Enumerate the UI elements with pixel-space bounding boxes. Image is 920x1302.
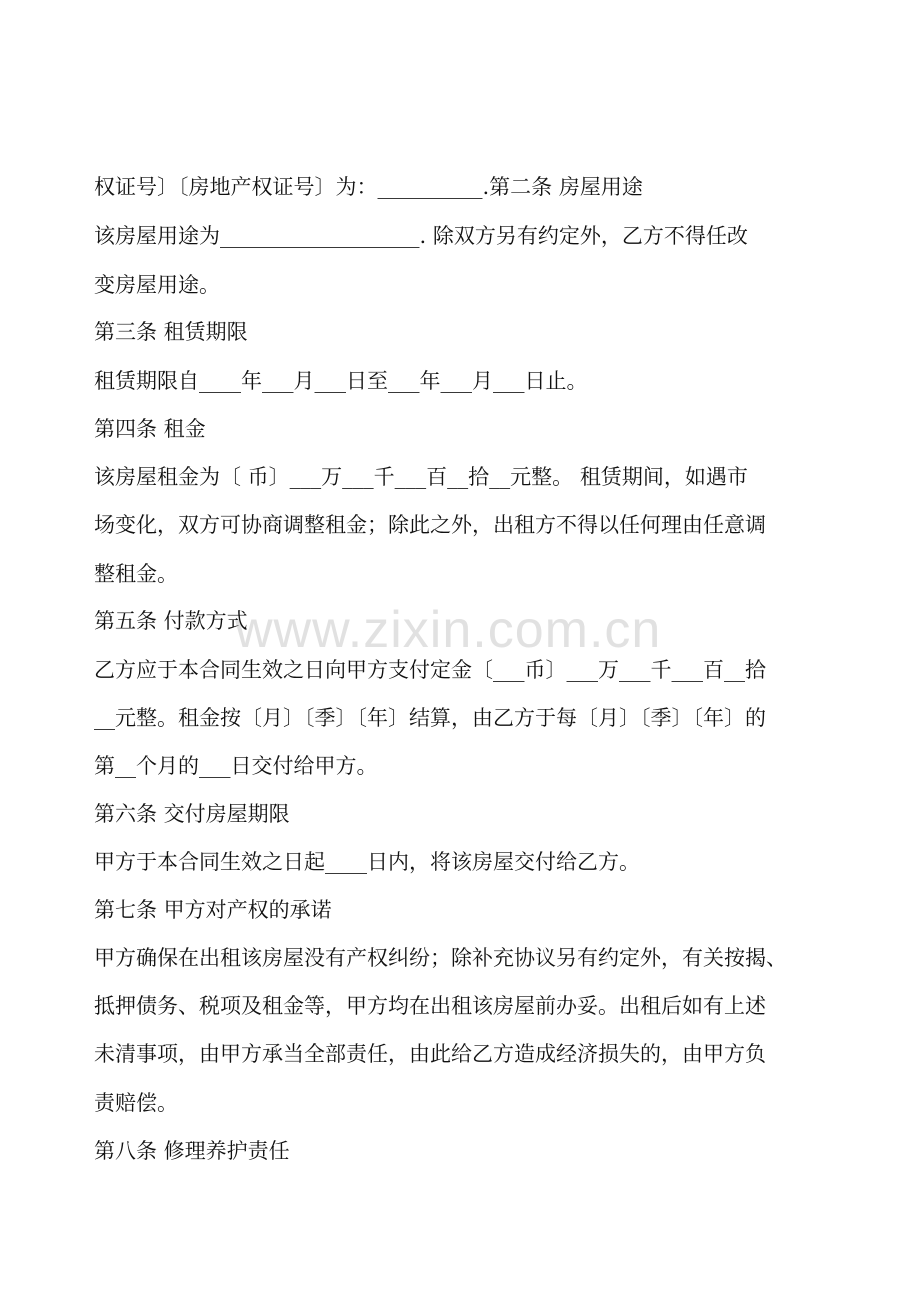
- section-heading: 第四条 租金: [94, 417, 206, 441]
- text-line: 租赁期限自____年___月___日至___年___月___日止。: [94, 369, 588, 393]
- section-heading: 第五条 付款方式: [94, 609, 248, 633]
- section-heading: 第六条 交付房屋期限: [94, 802, 290, 826]
- section-heading: 第三条 租赁期限: [94, 320, 248, 344]
- text-line: 该房屋租金为〔 币〕___万___千___百__拾__元整。 租赁期间，如遇市: [94, 465, 748, 489]
- section-heading: 第七条 甲方对产权的承诺: [94, 898, 332, 922]
- text-line: 未清事项，由甲方承当全部责任，由此给乙方造成经济损失的，由甲方负: [94, 1042, 766, 1066]
- text-line: 责赔偿。: [94, 1091, 178, 1115]
- watermark: www.zixin.com.cn: [235, 601, 662, 659]
- text-line: 抵押债务、税项及租金等，甲方均在出租该房屋前办妥。出租后如有上述: [94, 994, 766, 1018]
- text-line: 甲方确保在出租该房屋没有产权纠纷；除补充协议另有约定外，有关按揭、: [94, 946, 787, 970]
- text-line: 整租金。: [94, 562, 178, 586]
- text-line: 乙方应于本合同生效之日向甲方支付定金〔___币〕___万___千___百__拾: [94, 658, 766, 682]
- section-heading: 第八条 修理养护责任: [94, 1139, 290, 1163]
- text-line: 甲方于本合同生效之日起____日内，将该房屋交付给乙方。: [94, 850, 640, 874]
- text-line: 权证号〕〔房地产权证号〕为：__________.第二条 房屋用途: [94, 175, 643, 199]
- text-line: 该房屋用途为___________________. 除双方另有约定外，乙方不得任改: [94, 224, 748, 248]
- text-line: 第__个月的___日交付给甲方。: [94, 754, 378, 778]
- text-line: 变房屋用途。: [94, 273, 220, 297]
- text-line: __元整。租金按〔月〕〔季〕〔年〕结算，由乙方于每〔月〕〔季〕〔年〕的: [94, 706, 766, 730]
- text-line: 场变化，双方可协商调整租金；除此之外，出租方不得以任何理由任意调: [94, 513, 766, 537]
